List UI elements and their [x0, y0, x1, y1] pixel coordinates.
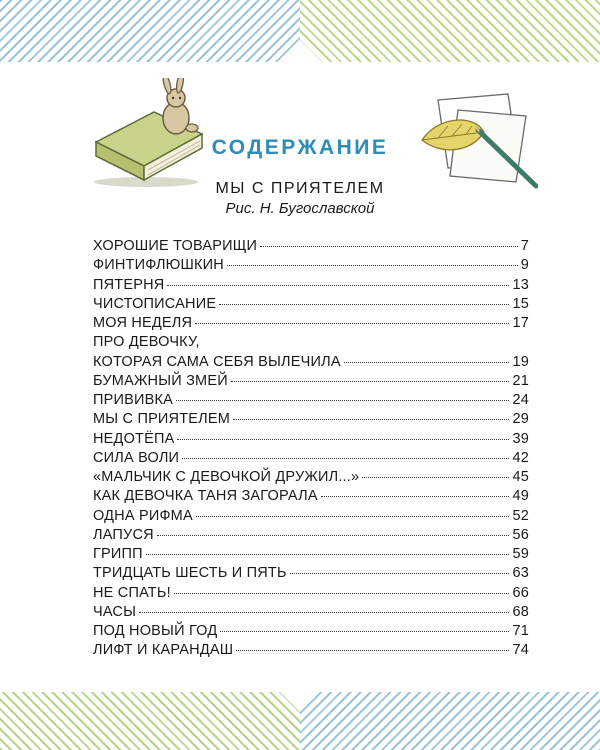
toc-entry[interactable]: НЕДОТЁПА 39: [93, 430, 529, 447]
toc-entry[interactable]: ФИНТИФЛЮШКИН 9: [93, 257, 529, 274]
page-number: 19: [512, 353, 529, 370]
toc-entry[interactable]: ГРИПП 59: [93, 546, 529, 562]
decorative-stripes-top-right: [300, 0, 600, 62]
page-number: 52: [512, 507, 529, 524]
page-number: 15: [512, 295, 529, 312]
toc-entry[interactable]: ХОРОШИЕ ТОВАРИЩИ 7: [93, 238, 529, 254]
toc-entry[interactable]: ЧИСТОПИСАНИЕ 15: [93, 295, 529, 312]
page-number: 24: [512, 392, 529, 408]
illustrator-credit: Рис. Н. Бугославской: [225, 200, 375, 217]
page-number: 29: [512, 411, 529, 428]
page-number: 49: [512, 488, 529, 505]
toc-entry[interactable]: БУМАЖНЫЙ ЗМЕЙ 21: [93, 372, 529, 389]
page-number: 45: [512, 469, 529, 485]
decorative-stripes-bottom-left: [0, 692, 300, 750]
toc-entry[interactable]: ЛИФТ И КАРАНДАШ 74: [93, 642, 529, 659]
page-title: СОДЕРЖАНИЕ: [211, 136, 389, 159]
toc-entry-first-line[interactable]: ПРО ДЕВОЧКУ,: [93, 334, 200, 351]
toc-entry[interactable]: ТРИДЦАТЬ ШЕСТЬ И ПЯТЬ 63: [93, 565, 529, 582]
toc-entry[interactable]: ОДНА РИФМА 52: [93, 507, 529, 524]
page-number: 71: [512, 623, 529, 639]
toc-entry[interactable]: СИЛА ВОЛИ 42: [93, 449, 529, 466]
page-number: 17: [512, 315, 529, 331]
toc-entry[interactable]: ПЯТЕРНЯ 13: [93, 276, 529, 293]
toc-entry[interactable]: КОТОРАЯ САМА СЕБЯ ВЫЛЕЧИЛА 19: [93, 353, 529, 370]
decorative-stripes-top-left: [0, 0, 300, 62]
page-number: 9: [520, 257, 529, 274]
page-number: 74: [512, 642, 529, 659]
page-number: 13: [512, 276, 529, 293]
toc-entry[interactable]: ЛАПУСЯ 56: [93, 526, 529, 543]
toc-entry[interactable]: НЕ СПАТЬ! 66: [93, 584, 529, 601]
toc-entry[interactable]: «МАЛЬЧИК С ДЕВОЧКОЙ ДРУЖИЛ...» 45: [93, 469, 529, 485]
decorative-stripes-bottom-right: [300, 692, 600, 750]
page-number: 59: [512, 546, 529, 562]
page-number: 21: [512, 372, 529, 389]
book-and-bunny-illustration: [84, 78, 214, 190]
page-number: 39: [512, 430, 529, 447]
section-heading: МЫ С ПРИЯТЕЛЕМ: [215, 180, 385, 197]
toc-entry[interactable]: ПОД НОВЫЙ ГОД 71: [93, 623, 529, 639]
table-of-contents: [93, 238, 529, 662]
page-number: 63: [512, 565, 529, 582]
toc-entry[interactable]: КАК ДЕВОЧКА ТАНЯ ЗАГОРАЛА 49: [93, 488, 529, 505]
page-number: 68: [512, 603, 529, 620]
page-number: 56: [512, 526, 529, 543]
page-number: 42: [512, 449, 529, 466]
page-number: 7: [520, 238, 529, 254]
page-number: 66: [512, 584, 529, 601]
toc-entry[interactable]: ПРИВИВКА 24: [93, 392, 529, 408]
toc-entry[interactable]: ЧАСЫ 68: [93, 603, 529, 620]
toc-entry[interactable]: МОЯ НЕДЕЛЯ 17: [93, 315, 529, 331]
toc-entry[interactable]: МЫ С ПРИЯТЕЛЕМ 29: [93, 411, 529, 428]
